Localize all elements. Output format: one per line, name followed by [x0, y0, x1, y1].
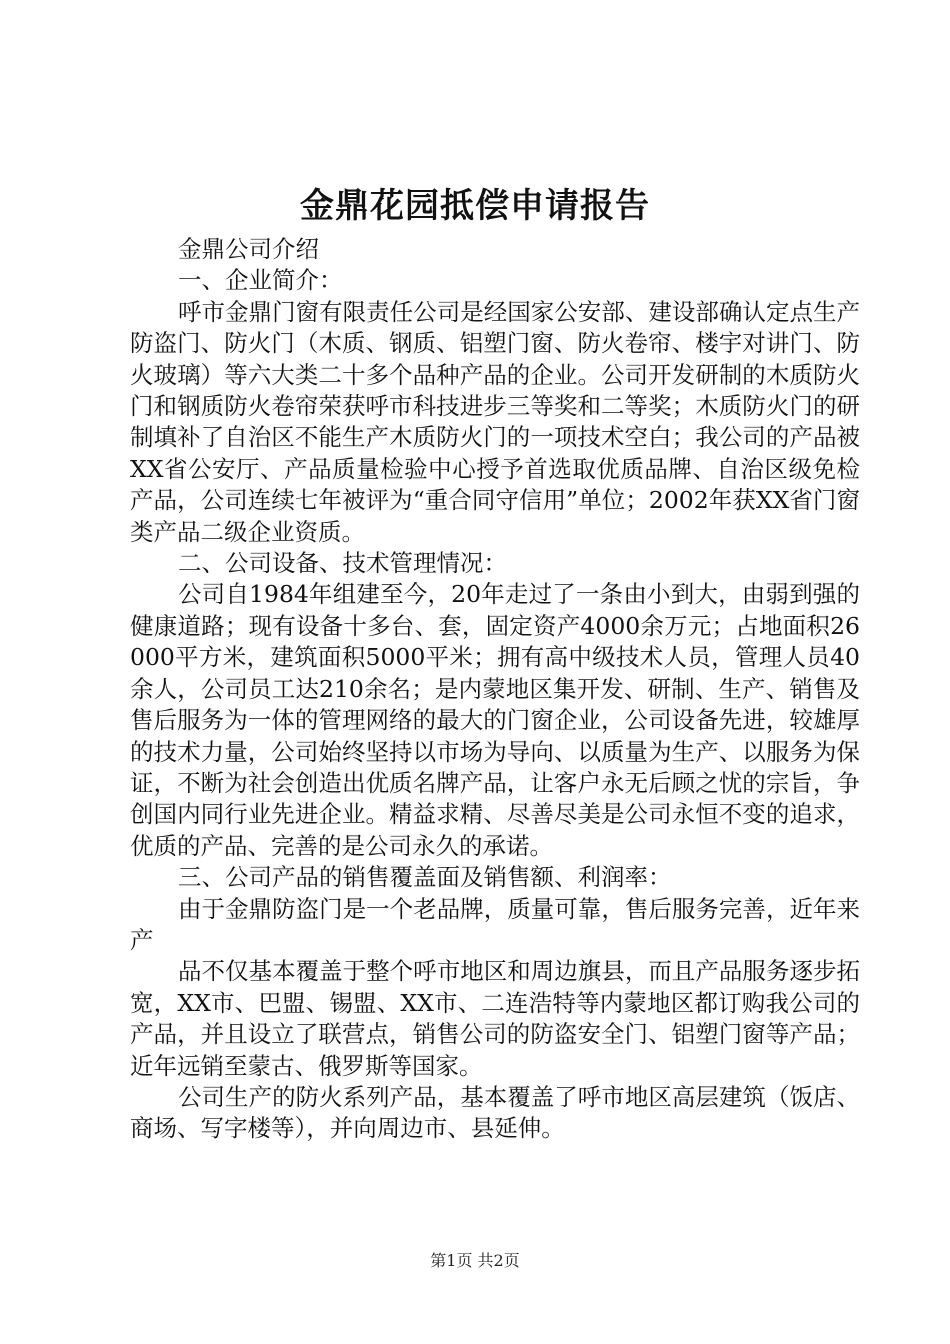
paragraph-section-2-heading: 二、公司设备、技术管理情况：	[178, 549, 507, 578]
document-title: 金鼎花园抵偿申请报告	[300, 186, 650, 226]
paragraph-equipment-management: 公司自1984年组建至今，20年走过了一条由小到大，由弱到强的健康道路；现有设备十多台、套，固定资产4000余万元；占地面积26000平方米，建筑面积5000平米；拥有高中级技术人员，管理人员40余人，公司员工达210余名；是内蒙地区集开发、研制、生产、销售及售后服务为一体的管理网络的最大的门窗企业，公司设备先进，较雄厚的技术力量，公司始终坚持以市场为导向、以质量为生产、以服务为保证，不断为社会创造出优质名牌产品，让客户永无后顾之忧的宗旨，争创国内同行业先进企业。精益求精、尽善尽美是公司永恒不变的追求，优质的产品、完善的是公司永久的承诺。	[130, 580, 860, 860]
paragraph-section-3-heading: 三、公司产品的销售覆盖面及销售额、利润率：	[178, 863, 672, 892]
paragraph-sales-intro: 由于金鼎防盗门是一个老品牌，质量可靠，售后服务完善，近年来产	[130, 894, 860, 954]
page-number-footer: 第1页 共2页	[430, 1251, 520, 1270]
document-body	[130, 234, 860, 1145]
paragraph-section-1-heading: 一、企业简介：	[178, 266, 343, 295]
paragraph-sales-coverage: 品不仅基本覆盖于整个呼市地区和周边旗县，而且产品服务逐步拓宽，XX市、巴盟、锡盟、XX市、二连浩特等内蒙地区都订购我公司的产品，并且设立了联营点，销售公司的防盗安全门、铝塑门窗等产品；近年远销至蒙古、俄罗斯等国家。	[130, 957, 860, 1080]
paragraph-company-intro-heading: 金鼎公司介绍	[178, 235, 319, 263]
paragraph-fire-products: 公司生产的防火系列产品，基本覆盖了呼市地区高层建筑（饭店、商场、写字楼等），并向周边市、县延伸。	[130, 1082, 860, 1143]
paragraph-company-profile: 呼市金鼎门窗有限责任公司是经国家公安部、建设部确认定点生产防盗门、防火门（木质、钢质、铝塑门窗、防火卷帘、楼宇对讲门、防火玻璃）等六大类二十多个品种产品的企业。公司开发研制的木质防火门和钢质防火卷帘荣获呼市科技进步三等奖和二等奖；木质防火门的研制填补了自治区不能生产木质防火门的一项技术空白；我公司的产品被XX省公安厅、产品质量检验中心授予首选取优质品牌、自治区级免检产品，公司连续七年被评为“重合同守信用”单位；2002年获XX省门窗类产品二级企业资质。	[130, 297, 860, 546]
